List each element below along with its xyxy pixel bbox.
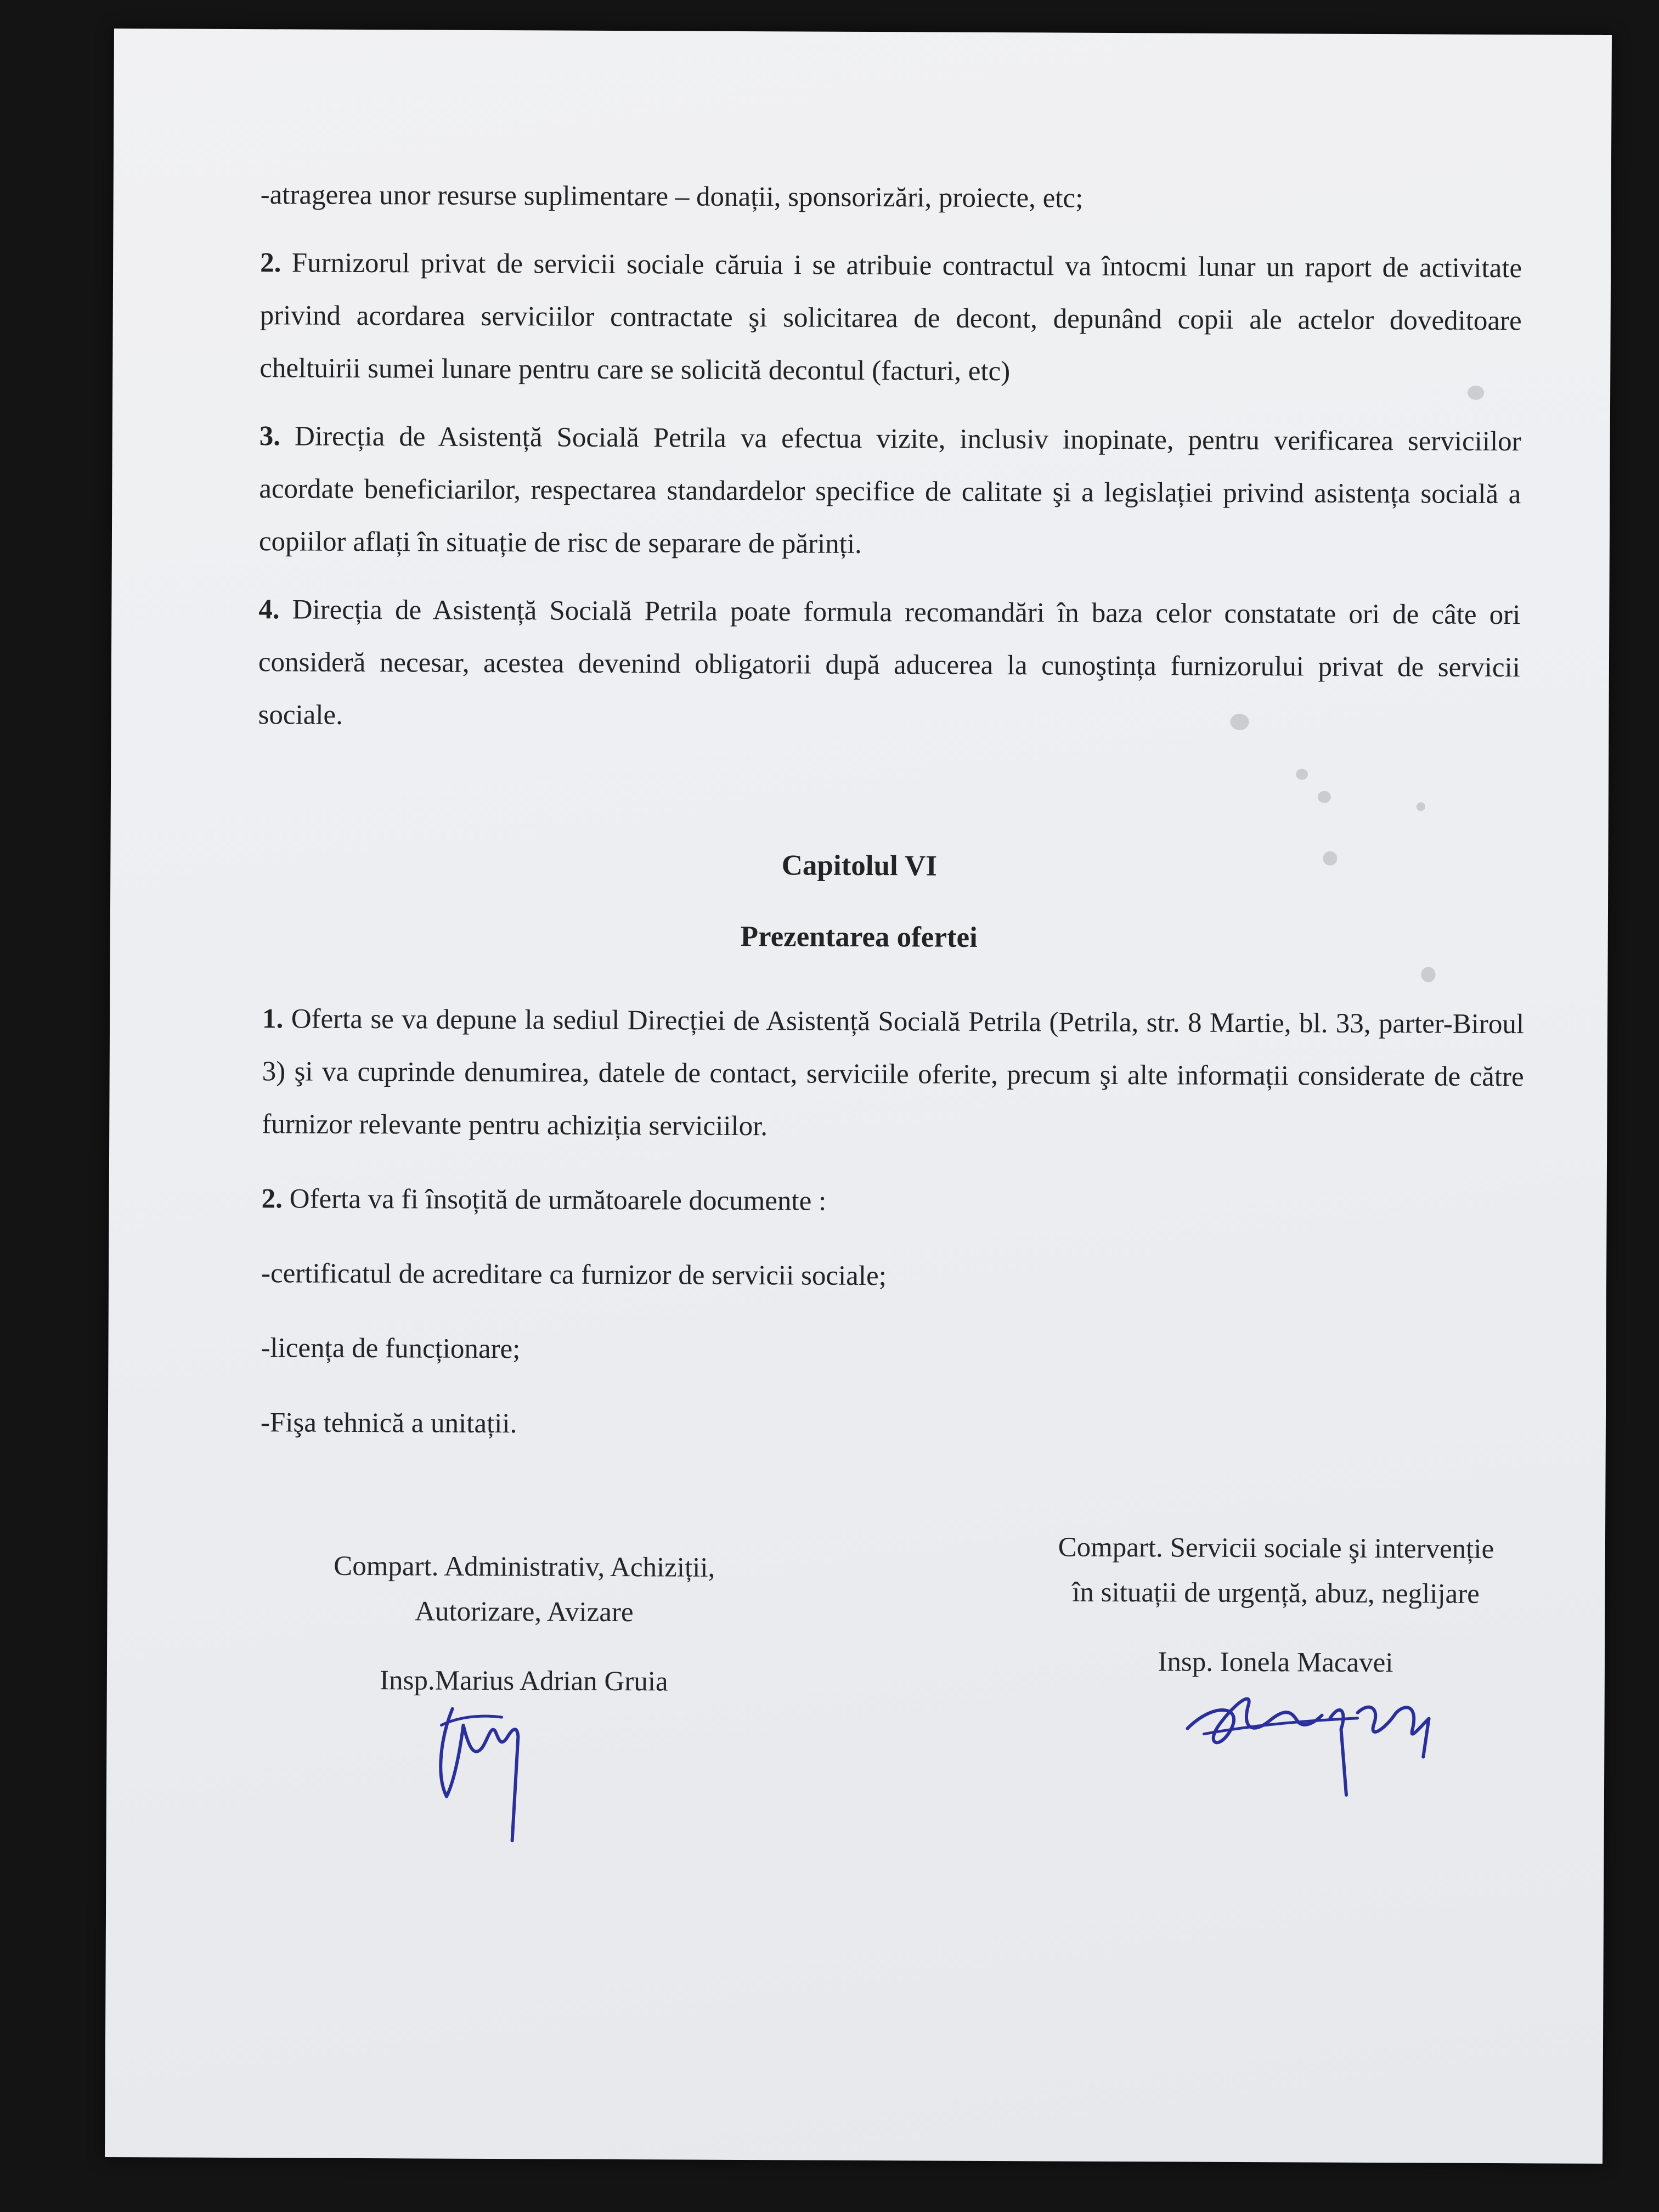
signature-block-right <box>1001 1525 1550 1686</box>
paper-stain <box>1421 967 1435 982</box>
department-line: Compart. Servicii sociale şi intervenție <box>1058 1532 1494 1565</box>
item-text: Direcția de Asistență Socială Petrila va efectua vizite, inclusiv inopinate, pentru verificarea serviciilor acordate beneficiarilor, respectarea standardelor specifice de calitate şi a legislației privind asistența socială a copiilor aflați în situație de risc de separare de părinți. <box>258 421 1521 560</box>
document-list-item: -certificatul de acreditare ca furnizor de servicii sociale; <box>261 1258 887 1292</box>
list-item <box>259 410 1521 573</box>
signature-block-left <box>250 1543 799 1705</box>
document-list-item: -licența de funcționare; <box>261 1333 521 1365</box>
document-list-item: -Fişa tehnică a unitații. <box>260 1407 517 1440</box>
document-page <box>105 29 1612 2164</box>
department-line: Compart. Administrativ, Achiziții, <box>334 1550 715 1583</box>
paper-stain <box>1417 802 1425 811</box>
item-text: Oferta va fi însoțită de următoarele documente : <box>289 1183 827 1217</box>
list-item <box>259 236 1522 400</box>
chapter-title: Capitolul VI <box>781 849 938 882</box>
item-number: 2. <box>260 247 281 279</box>
top-section <box>258 168 1522 747</box>
department-line: Autorizare, Avizare <box>415 1596 634 1628</box>
handwritten-signature-left <box>430 1687 540 1852</box>
paper-stain <box>1318 791 1331 803</box>
handwritten-signature-right <box>1182 1668 1446 1812</box>
item-number: 4. <box>258 594 280 625</box>
signatory-name: Insp. Ionela Macavei <box>1158 1646 1393 1679</box>
list-item <box>262 992 1524 1156</box>
item-number: 3. <box>259 421 281 452</box>
signatory-name: Insp.Marius Adrian Gruia <box>379 1665 668 1697</box>
list-item <box>258 583 1520 747</box>
chapter-section <box>261 992 1525 1454</box>
continuation-line: -atragerea unor resurse suplimentare – donații, sponsorizări, proiecte, etc; <box>260 179 1084 214</box>
department-line: în situații de urgență, abuz, neglijare <box>1072 1577 1480 1610</box>
chapter-subtitle: Prezentarea ofertei <box>740 920 978 953</box>
list-item <box>261 1172 1523 1231</box>
paper-stain <box>1296 769 1308 780</box>
item-text: Furnizorul privat de servicii sociale căruia i se atribuie contractul va întocmi lunar un raport de activitate privind acordarea serviciilor contractate şi solicitarea de decont, depunând copii ale actelor doveditoare cheltuirii sumei lunare pentru care se solicită decontul (facturi, etc) <box>259 247 1522 387</box>
item-text: Direcția de Asistență Socială Petrila poate formula recomandări în baza celor constatate ori de câte ori consideră necesar, acestea devenind obligatorii după aducerea la cunoştința furnizorului privat de servicii sociale. <box>258 594 1521 731</box>
item-text: Oferta se va depune la sediul Direcției de Asistență Socială Petrila (Petrila, str. 8 Martie, bl. 33, parter-Biroul 3) şi va cuprinde denumirea, datele de contact, serviciile oferite, precum şi alte informații considerate de către furnizor relevante pentru achiziția serviciilor. <box>262 1003 1525 1142</box>
item-number: 1. <box>262 1003 284 1035</box>
item-number: 2. <box>261 1183 283 1215</box>
